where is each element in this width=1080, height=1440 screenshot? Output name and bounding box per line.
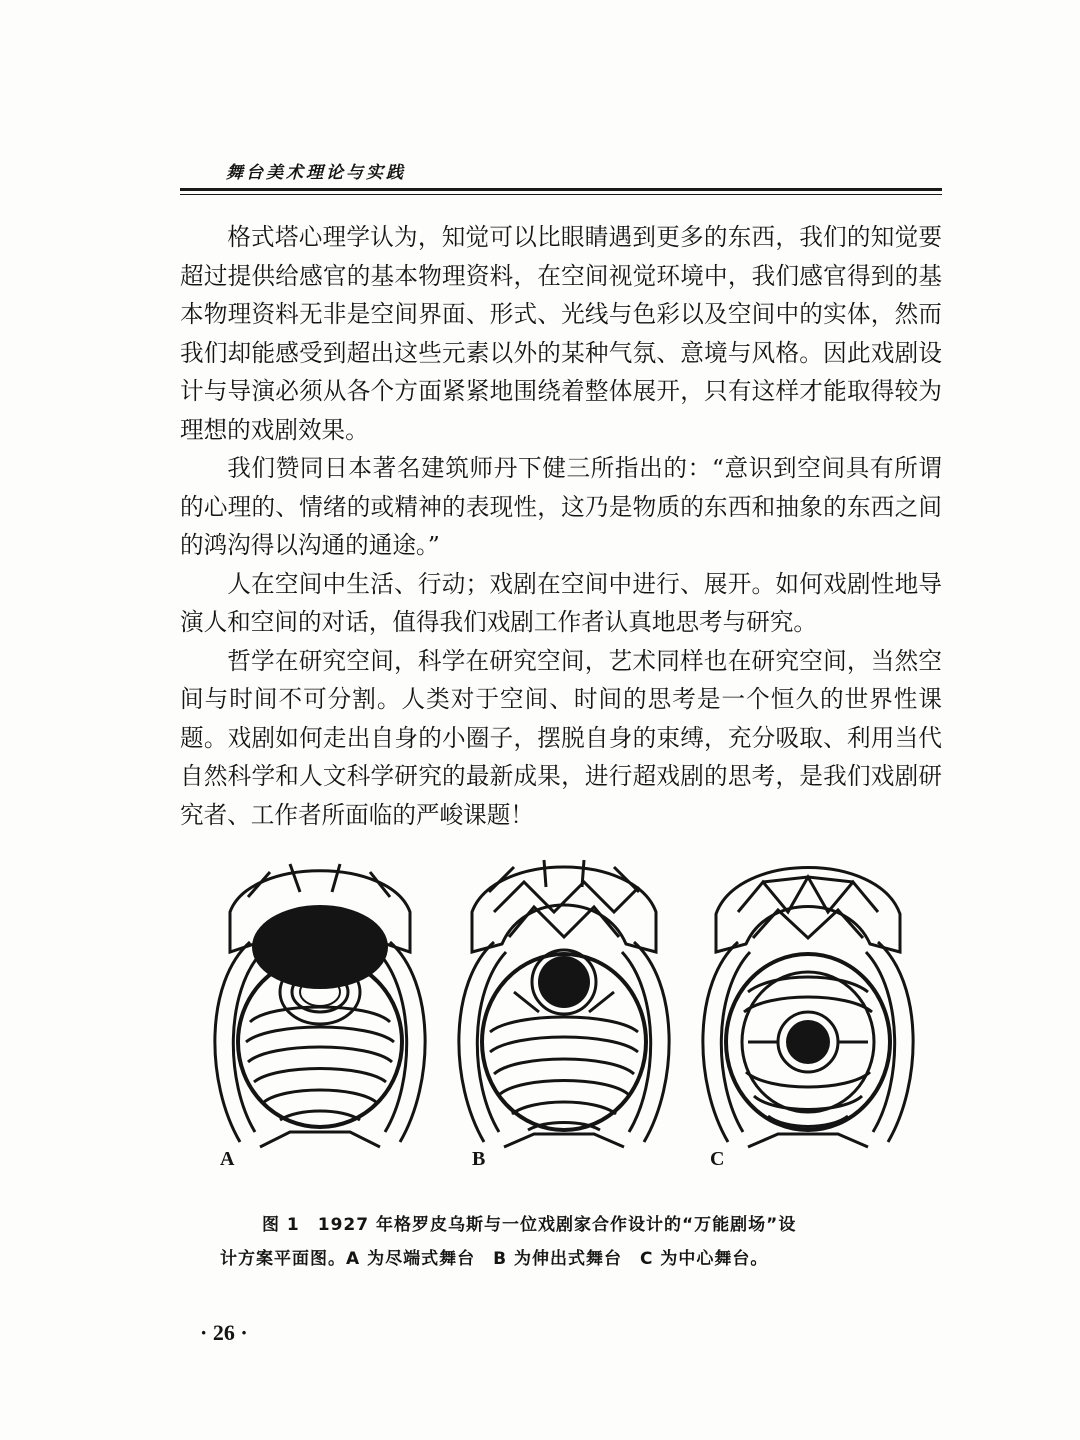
page-number: · 26 · [200, 1320, 248, 1345]
caption-line-1: 图 1 1927 年格罗皮乌斯与一位戏剧家合作设计的“万能剧场”设 [262, 1215, 797, 1235]
plan-c-letter: C [710, 1148, 725, 1170]
plan-b-drawing [454, 852, 674, 1152]
header-rule-thin [180, 194, 942, 195]
paragraph-1: 格式塔心理学认为，知觉可以比眼睛遇到更多的东西，我们的知觉要超过提供给感官的基本物理资料，在空间视觉环境中，我们感官得到的基本物理资料无非是空间界面、形式、光线与色彩以及空间中的实体，然而我们却能感受到超出这些元素以外的某种气氛、意境与风格。因此戏剧设计与导演必须从各个方面紧紧地围绕着整体展开，只有这样才能取得较为理想的戏剧效果。 [180, 223, 942, 444]
plan-c-drawing [698, 852, 918, 1152]
plan-b-letter: B [472, 1148, 486, 1170]
paragraph-3: 人在空间中生活、行动；戏剧在空间中进行、展开。如何戏剧性地导演人和空间的对话，值得我们戏剧工作者认真地思考与研究。 [180, 569, 942, 636]
paragraph-2: 我们赞同日本著名建筑师丹下健三所指出的：“意识到空间具有所谓的心理的、情绪的或精神的表现性，这乃是物质的东西和抽象的东西之间的鸿沟得以沟通的通途。” [180, 454, 942, 559]
plan-a-drawing [210, 852, 430, 1152]
body-text [180, 218, 942, 834]
figure-caption [180, 1208, 942, 1276]
plan-b [454, 852, 674, 1174]
running-title: 舞台美术理论与实践 [226, 163, 406, 183]
plan-c [698, 852, 918, 1174]
plan-a-letter: A [220, 1148, 235, 1170]
plan-a [210, 852, 430, 1174]
caption-line-2: 计方案平面图。A 为尽端式舞台 B 为伸出式舞台 C 为中心舞台。 [220, 1249, 769, 1269]
header-rule-thick [180, 188, 942, 191]
paragraph-4: 哲学在研究空间，科学在研究空间，艺术同样也在研究空间，当然空间与时间不可分割。人类对于空间、时间的思考是一个恒久的世界性课题。戏剧如何走出自身的小圈子，摆脱自身的束缚，充分吸取、利用当代自然科学和人文科学研究的最新成果，进行超戏剧的思考，是我们戏剧研究者、工作者所面临的严峻课题！ [180, 646, 942, 829]
total-theatre-figure [210, 852, 910, 1174]
